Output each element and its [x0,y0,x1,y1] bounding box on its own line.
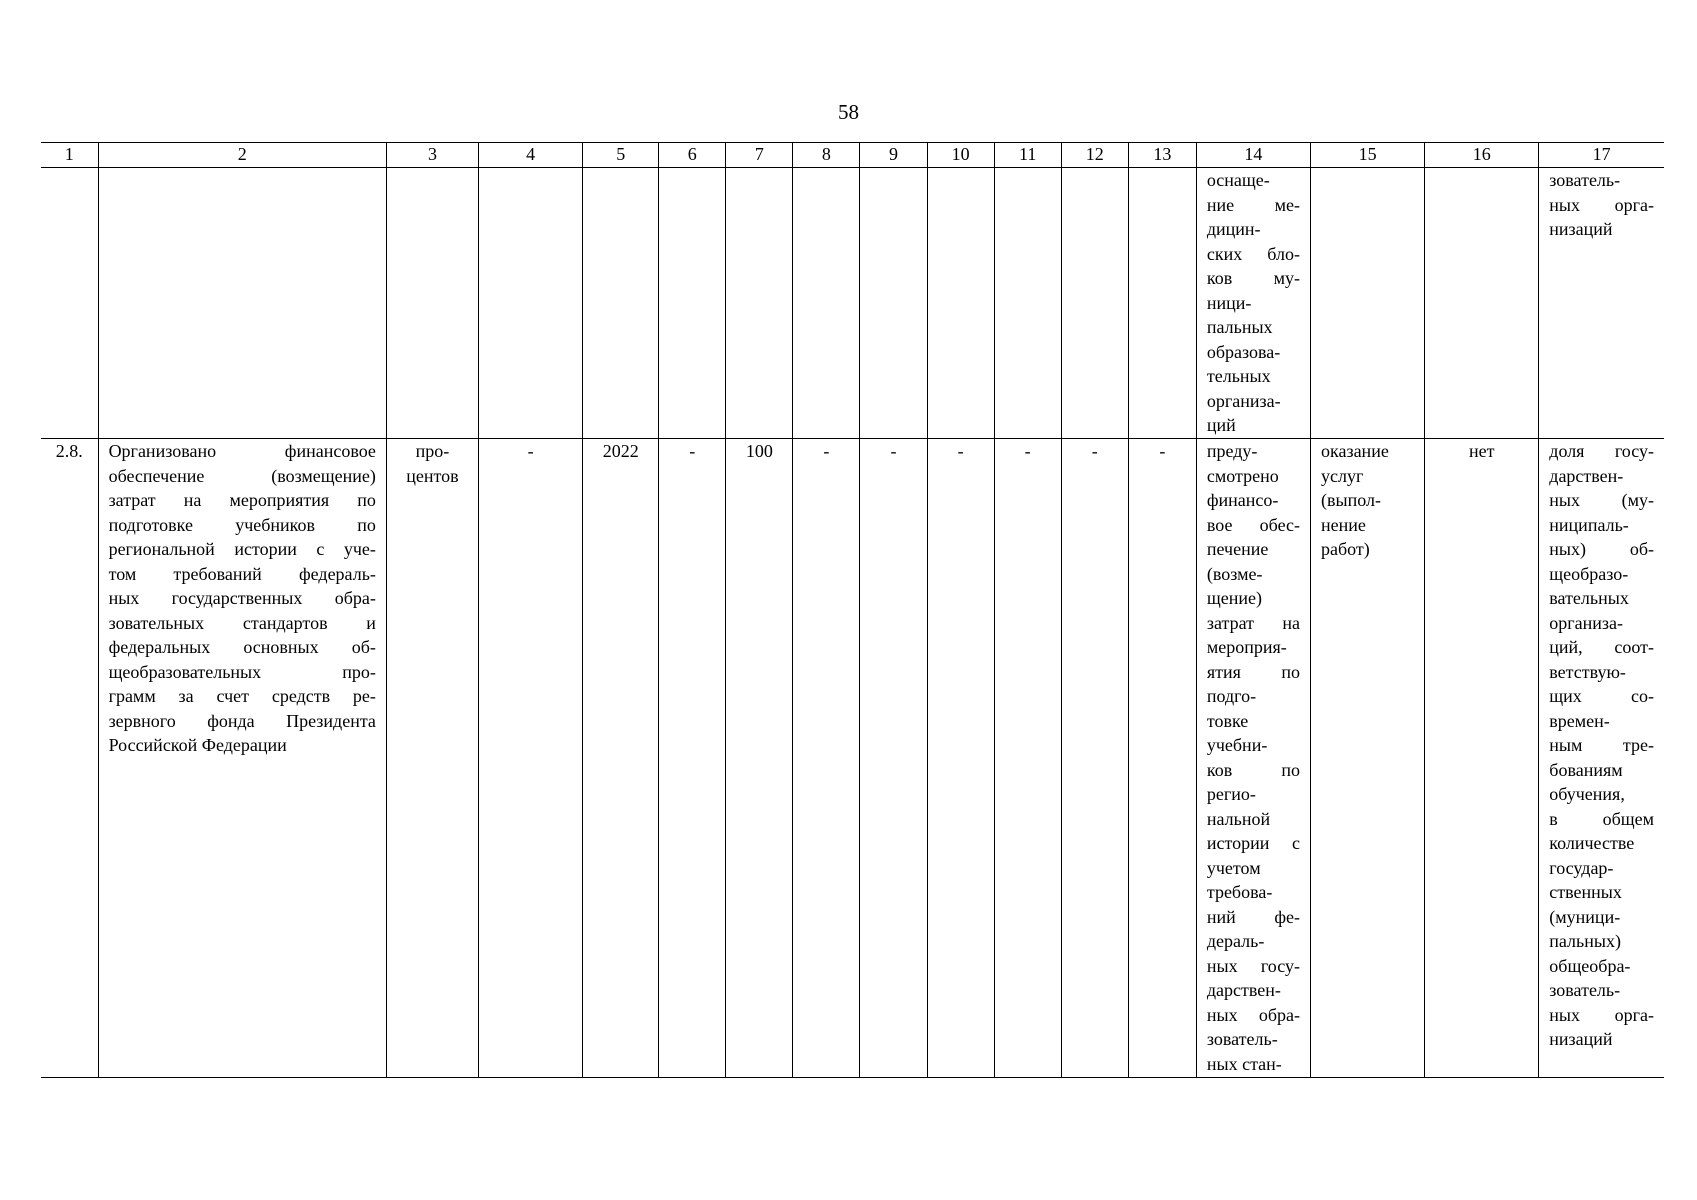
continuation-col14-cell [1196,168,1310,439]
row-value: 100 [726,439,793,1078]
text-line: ветствую- [1549,661,1626,682]
text-line: ных) об- [1549,539,1654,559]
text-line: щих со- [1549,686,1654,706]
text-line: ков по [1206,759,1300,780]
text-line: дераль- [1206,931,1265,951]
text-line: учебни- [1206,735,1268,755]
text-line: затрат на мероприятия по [108,490,376,510]
text-line: государ- [1549,857,1614,878]
text-line: зовательных стандартов и [108,612,376,633]
text-line: в общем [1549,808,1654,829]
column-header-7: 7 [726,143,793,168]
text-line: ным тре- [1549,735,1654,755]
text-line: ций, соот- [1549,637,1654,657]
cell-empty [479,168,583,439]
text-line: региональной истории с уче- [108,539,376,559]
column-header-16: 16 [1425,143,1539,168]
text-line: организа- [1206,390,1281,411]
text-line: общеобра- [1549,955,1631,976]
text-line: печение [1206,539,1269,559]
text-line: зервного фонда Президента [108,710,376,731]
text-line: щеобразовательных про- [108,661,376,682]
cell-empty [659,168,726,439]
text-line: ных обра- [1206,1004,1300,1025]
text-line: ных орга- [1549,194,1654,215]
column-header-5: 5 [583,143,659,168]
text-line: товке [1206,710,1249,731]
continuation-col17-cell [1539,168,1664,439]
text-line: дарствен- [1549,465,1624,486]
cell-empty [927,168,994,439]
text-line: ных стан- [1206,1053,1282,1074]
row-number: 2.8. [41,439,98,1078]
text-line: финансо- [1206,490,1279,510]
column-header-2: 2 [98,143,386,168]
text-line: количестве [1549,833,1635,853]
text-line: оказание [1321,441,1389,461]
row-year: 2022 [583,439,659,1078]
text-line: зователь- [1549,170,1621,190]
cell-empty [793,168,860,439]
text-line: зователь- [1549,980,1621,1000]
cell-empty [860,168,927,439]
cell-empty [1425,168,1539,439]
row-col10: - [927,439,994,1078]
cell-empty [98,168,386,439]
text-line: ных орга- [1549,1004,1654,1025]
cell-empty [41,168,98,439]
text-line: ков му- [1206,268,1300,288]
text-line: требова- [1206,882,1273,902]
document-table [41,142,1664,1078]
text-line: смотрено [1206,465,1279,486]
text-line: ний фе- [1206,906,1300,927]
continuation-row [41,168,1664,439]
row-description [98,439,386,1078]
text-line: ных государственных обра- [108,588,376,608]
table-row-2-8 [41,439,1664,1078]
text-line: ственных [1549,882,1622,902]
row-col4: - [479,439,583,1078]
text-line: подго- [1206,686,1257,706]
text-line: истории с [1206,833,1300,853]
text-line: ных госу- [1206,955,1300,976]
text-line: щение) [1206,588,1262,608]
text-line: преду- [1206,441,1258,461]
text-line: дарствен- [1206,980,1281,1000]
text-line: зователь- [1206,1029,1278,1049]
text-line: ций [1206,415,1236,435]
text-line: ние ме- [1206,194,1300,215]
text-line: тельных [1206,366,1271,386]
text-line: работ) [1321,539,1370,559]
text-line: оснаще- [1206,170,1270,190]
text-line: мероприя- [1206,637,1287,657]
column-header-9: 9 [860,143,927,168]
text-line: вательных [1549,588,1629,608]
row-col6: - [659,439,726,1078]
text-line: ятия по [1206,661,1300,682]
text-line: бованиям [1549,759,1623,780]
text-line: низаций [1549,219,1613,239]
cell-empty [726,168,793,439]
page-number: 58 [838,100,859,124]
text-line: ных (му- [1549,490,1654,510]
row-unit [386,439,478,1078]
cell-empty [1061,168,1128,439]
column-header-3: 3 [386,143,478,168]
cell-empty [1128,168,1196,439]
text-line: услуг [1321,465,1364,486]
column-header-10: 10 [927,143,994,168]
text-line: (муници- [1549,906,1621,927]
text-line: обучения, [1549,784,1625,804]
text-line: затрат на [1206,612,1300,633]
text-line: федеральных основных об- [108,637,376,657]
text-line: ских бло- [1206,243,1300,264]
cell-empty [994,168,1061,439]
row-col12: - [1061,439,1128,1078]
column-header-4: 4 [479,143,583,168]
text-line: грамм за счет средств ре- [108,686,376,706]
row-col11: - [994,439,1061,1078]
column-header-1: 1 [41,143,98,168]
text-line: дицин- [1206,219,1261,239]
text-line: низаций [1549,1029,1613,1049]
text-line: (возме- [1206,563,1263,584]
text-line: регио- [1206,784,1256,804]
text-line: нение [1321,514,1366,535]
column-number-header-row [41,143,1664,168]
row-col17-text [1539,439,1664,1078]
text-line: Российской Федерации [108,735,287,755]
text-line: пальных) [1549,931,1621,951]
text-line: ници- [1206,292,1252,313]
cell-empty [1311,168,1425,439]
text-line: вое обес- [1206,514,1300,535]
text-line: Организовано финансовое [108,441,376,461]
row-col9: - [860,439,927,1078]
text-line: учетом [1206,857,1261,878]
cell-empty [583,168,659,439]
row-col13: - [1128,439,1196,1078]
text-line: образова- [1206,341,1281,362]
text-line: про- [415,441,450,461]
text-line: нальной [1206,808,1271,829]
row-col14-text [1196,439,1310,1078]
cell-empty [386,168,478,439]
text-line: центов [406,465,459,486]
text-line: доля госу- [1549,441,1654,461]
text-line: ниципаль- [1549,514,1629,535]
text-line: пальных [1206,317,1273,337]
text-line: времен- [1549,710,1610,731]
column-header-15: 15 [1311,143,1425,168]
column-header-13: 13 [1128,143,1196,168]
column-header-8: 8 [793,143,860,168]
text-line: (выпол- [1321,490,1381,510]
text-line: организа- [1549,612,1624,633]
column-header-6: 6 [659,143,726,168]
column-header-14: 14 [1196,143,1310,168]
row-col16: нет [1425,439,1539,1078]
text-line: щеобразо- [1549,563,1629,584]
column-header-12: 12 [1061,143,1128,168]
row-col8: - [793,439,860,1078]
column-header-11: 11 [994,143,1061,168]
text-line: том требований федераль- [108,563,376,584]
row-col15-text [1311,439,1425,1078]
column-header-17: 17 [1539,143,1664,168]
text-line: обеспечение (возмещение) [108,465,376,486]
text-line: подготовке учебников по [108,514,376,535]
